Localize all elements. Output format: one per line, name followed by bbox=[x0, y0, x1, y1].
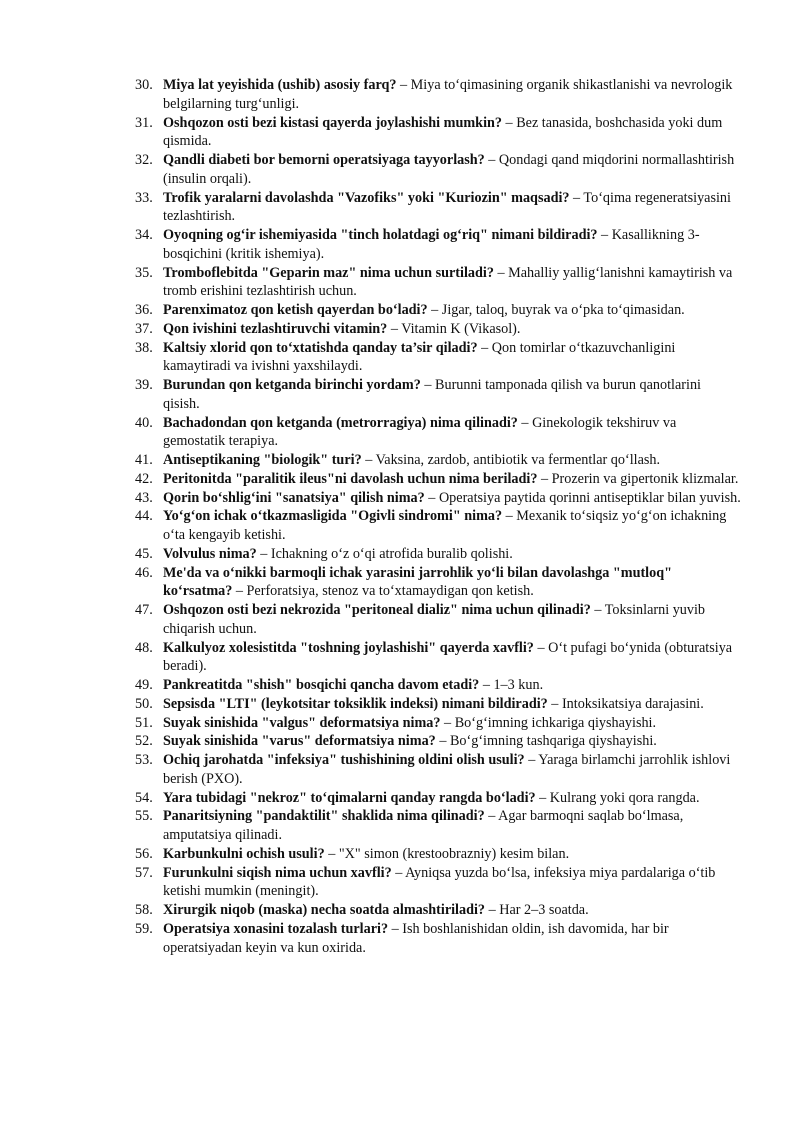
item-number: 58. bbox=[135, 902, 153, 918]
item-number: 33. bbox=[135, 189, 153, 206]
item-question: Kalkulyoz xolesistitda "toshning joylashishi" qayerda xavfli? bbox=[163, 639, 534, 656]
item-question: Suyak sinishida "varus" deformatsiya nima? bbox=[163, 733, 436, 750]
item-number: 50. bbox=[135, 695, 153, 712]
item-question: Qandli diabeti bor bemorni operatsiyaga tayyorlash? bbox=[163, 152, 485, 168]
item-question: Miya lat yeyishida (ushib) asosiy farq? bbox=[163, 77, 397, 93]
list-item bbox=[135, 639, 741, 677]
list-item bbox=[135, 845, 741, 864]
list-item bbox=[135, 226, 741, 264]
item-number: 55. bbox=[135, 808, 153, 825]
item-number: 39. bbox=[135, 377, 153, 393]
item-number: 48. bbox=[135, 639, 153, 656]
list-item bbox=[135, 451, 741, 470]
item-question: Xirurgik niqob (maska) necha soatda almashtiriladi? bbox=[163, 902, 486, 918]
item-number: 46. bbox=[135, 564, 153, 581]
item-answer: – Miya to‘qimasining organik shikastlanishi va nevrologik belgilarning turg‘unligi. bbox=[163, 77, 733, 112]
item-question: Qorin bo‘shlig‘ini "sanatsiya" qilish nima? bbox=[163, 489, 425, 506]
list-item bbox=[135, 732, 741, 751]
item-number: 45. bbox=[135, 545, 153, 562]
list-item bbox=[135, 376, 741, 414]
item-answer: – O‘t pufagi bo‘ynida (obturatsiya beradi). bbox=[163, 639, 733, 675]
item-number: 53. bbox=[135, 752, 153, 768]
item-answer: – To‘qima regeneratsiyasini tezlashtirish. bbox=[163, 189, 731, 225]
item-question: Suyak sinishida "valgus" deformatsiya nima? bbox=[163, 714, 441, 731]
item-question: Operatsiya xonasini tozalash turlari? bbox=[163, 920, 389, 937]
list-item bbox=[135, 470, 741, 489]
list-item bbox=[135, 151, 741, 189]
item-answer: – Vitamin K (Vikasol). bbox=[387, 320, 521, 337]
item-number: 34. bbox=[135, 227, 153, 243]
list-item bbox=[135, 76, 741, 114]
item-answer: – Qon tomirlar o‘tkazuvchanligini kamaytiradi va ivishni yaxshilaydi. bbox=[163, 339, 676, 375]
item-question: Peritonitda "paralitik ileus"ni davolash uchun nima beriladi? bbox=[163, 470, 538, 487]
list-item bbox=[135, 714, 741, 733]
item-answer: – Ginekologik tekshiruv va gemostatik terapiya. bbox=[163, 414, 677, 450]
item-answer: – Toksinlarni yuvib chiqarish uchun. bbox=[163, 602, 706, 637]
list-item bbox=[135, 920, 741, 958]
item-question: Burundan qon ketganda birinchi yordam? bbox=[163, 377, 421, 393]
item-answer: – 1–3 kun. bbox=[479, 677, 544, 693]
item-question: Panaritsiyning "pandaktilit" shaklida nima qilinadi? bbox=[163, 808, 485, 825]
item-question: Kaltsiy xlorid qon to‘xtatishda qanday ta’sir qiladi? bbox=[163, 339, 478, 356]
item-answer: – Bez tanasida, boshchasida yoki dum qismida. bbox=[163, 114, 723, 150]
item-question: Antiseptikaning "biologik" turi? bbox=[163, 452, 362, 468]
list-item bbox=[135, 676, 741, 695]
item-question: Volvulus nima? bbox=[163, 545, 257, 562]
item-number: 37. bbox=[135, 320, 153, 337]
item-answer: – Ayniqsa yuzda bo‘lsa, infeksiya miya pardalariga o‘tib ketishi mumkin (meningit). bbox=[163, 864, 716, 900]
list-item bbox=[135, 489, 741, 508]
item-answer: – Ichakning o‘z o‘qi atrofida buralib qolishi. bbox=[256, 545, 513, 562]
list-item bbox=[135, 789, 741, 808]
item-number: 30. bbox=[135, 77, 153, 93]
item-answer: – Ish boshlanishidan oldin, ish davomida, har bir operatsiyadan keyin va kun oxirida. bbox=[163, 920, 669, 956]
item-question: Yara tubidagi "nekroz" to‘qimalarni qanday rangda bo‘ladi? bbox=[163, 789, 536, 806]
item-number: 59. bbox=[135, 920, 153, 937]
list-item bbox=[135, 695, 741, 714]
item-question: Oshqozon osti bezi kistasi qayerda joylashishi mumkin? bbox=[163, 114, 502, 131]
item-answer: – Jigar, taloq, buyrak va o‘pka to‘qimasidan. bbox=[427, 302, 685, 318]
item-answer: – Perforatsiya, stenoz va to‘xtamaydigan qon ketish. bbox=[232, 583, 534, 600]
item-number: 41. bbox=[135, 452, 153, 468]
item-number: 44. bbox=[135, 508, 153, 525]
list-item bbox=[135, 264, 741, 302]
item-question: Pankreatitda "shish" bosqichi qancha davom etadi? bbox=[163, 677, 480, 693]
item-question: Furunkulni siqish nima uchun xavfli? bbox=[163, 864, 392, 881]
list-item bbox=[135, 864, 741, 902]
item-answer: – Mahalliy yallig‘lanishni kamaytirish va tromb erishini tezlashtirish uchun. bbox=[163, 264, 733, 300]
item-question: Yo‘g‘on ichak o‘tkazmasligida "Ogivli sindromi" nima? bbox=[163, 508, 503, 525]
item-answer: – Agar barmoqni saqlab bo‘lmasa, amputatsiya qilinadi. bbox=[163, 808, 684, 843]
list-item bbox=[135, 507, 741, 545]
item-number: 40. bbox=[135, 414, 153, 431]
item-number: 52. bbox=[135, 733, 153, 750]
list-item bbox=[135, 114, 741, 152]
item-question: Parenximatoz qon ketish qayerdan bo‘ladi? bbox=[163, 302, 428, 318]
list-item bbox=[135, 320, 741, 339]
item-answer: – Har 2–3 soatda. bbox=[485, 902, 589, 918]
item-answer: – "X" simon (krestoobrazniy) kesim bilan. bbox=[324, 845, 570, 862]
list-item bbox=[135, 564, 741, 602]
question-answer-list bbox=[135, 76, 741, 957]
item-number: 51. bbox=[135, 714, 153, 731]
list-item bbox=[135, 751, 741, 789]
item-number: 32. bbox=[135, 152, 153, 168]
item-answer: – Intoksikatsiya darajasini. bbox=[547, 695, 704, 712]
item-answer: – Operatsiya paytida qorinni antiseptiklar bilan yuvish. bbox=[424, 489, 741, 506]
item-answer: – Bo‘g‘imning tashqariga qiyshayishi. bbox=[435, 733, 657, 750]
list-item bbox=[135, 901, 741, 920]
list-item bbox=[135, 339, 741, 377]
item-number: 57. bbox=[135, 864, 153, 881]
list-item bbox=[135, 414, 741, 452]
item-number: 31. bbox=[135, 114, 153, 131]
item-number: 54. bbox=[135, 789, 153, 806]
item-question: Ochiq jarohatda "infeksiya" tushishining oldini olish usuli? bbox=[163, 752, 525, 768]
item-number: 35. bbox=[135, 264, 153, 281]
item-number: 42. bbox=[135, 470, 153, 487]
item-question: Qon ivishini tezlashtiruvchi vitamin? bbox=[163, 320, 388, 337]
item-number: 49. bbox=[135, 677, 153, 693]
item-question: Trofik yaralarni davolashda "Vazofiks" yoki "Kuriozin" maqsadi? bbox=[163, 189, 570, 206]
list-item bbox=[135, 601, 741, 639]
item-number: 56. bbox=[135, 845, 153, 862]
item-answer: – Mexanik to‘siqsiz yo‘g‘on ichakning o‘ta kengayib ketishi. bbox=[163, 508, 727, 543]
item-answer: – Qondagi qand miqdorini normallashtirish (insulin orqali). bbox=[163, 152, 735, 187]
item-question: Tromboflebitda "Geparin maz" nima uchun surtiladi? bbox=[163, 264, 494, 281]
item-answer: – Prozerin va gipertonik klizmalar. bbox=[537, 470, 739, 487]
item-question: Karbunkulni ochish usuli? bbox=[163, 845, 325, 862]
item-answer: – Burunni tamponada qilish va burun qanotlarini qisish. bbox=[163, 377, 701, 412]
item-answer: – Yaraga birlamchi jarrohlik ishlovi berish (PXO). bbox=[163, 752, 731, 787]
item-answer: – Kasallikning 3-bosqichini (kritik ishemiya). bbox=[163, 227, 700, 262]
item-answer: – Kulrang yoki qora rangda. bbox=[535, 789, 700, 806]
list-item bbox=[135, 545, 741, 564]
item-question: Sepsisda "LTI" (leykotsitar toksiklik indeksi) nimani bildiradi? bbox=[163, 695, 548, 712]
list-item bbox=[135, 189, 741, 227]
item-answer: – Bo‘g‘imning ichkariga qiyshayishi. bbox=[440, 714, 657, 731]
list-item bbox=[135, 807, 741, 845]
item-question: Oyoqning og‘ir ishemiyasida "tinch holatdagi og‘riq" nimani bildiradi? bbox=[163, 227, 598, 243]
list-item bbox=[135, 301, 741, 320]
item-number: 43. bbox=[135, 489, 153, 506]
item-number: 47. bbox=[135, 602, 153, 618]
item-number: 36. bbox=[135, 302, 153, 318]
item-question: Oshqozon osti bezi nekrozida "peritoneal dializ" nima uchun qilinadi? bbox=[163, 602, 591, 618]
item-number: 38. bbox=[135, 339, 153, 356]
item-question: Bachadondan qon ketganda (metrorragiya) nima qilinadi? bbox=[163, 414, 518, 431]
item-answer: – Vaksina, zardob, antibiotik va fermentlar qo‘llash. bbox=[361, 452, 661, 468]
item-question: Me'da va o‘nikki barmoqli ichak yarasini jarrohlik yo‘li bilan davolashga "mutloq" ko‘rsatma? bbox=[163, 564, 672, 600]
